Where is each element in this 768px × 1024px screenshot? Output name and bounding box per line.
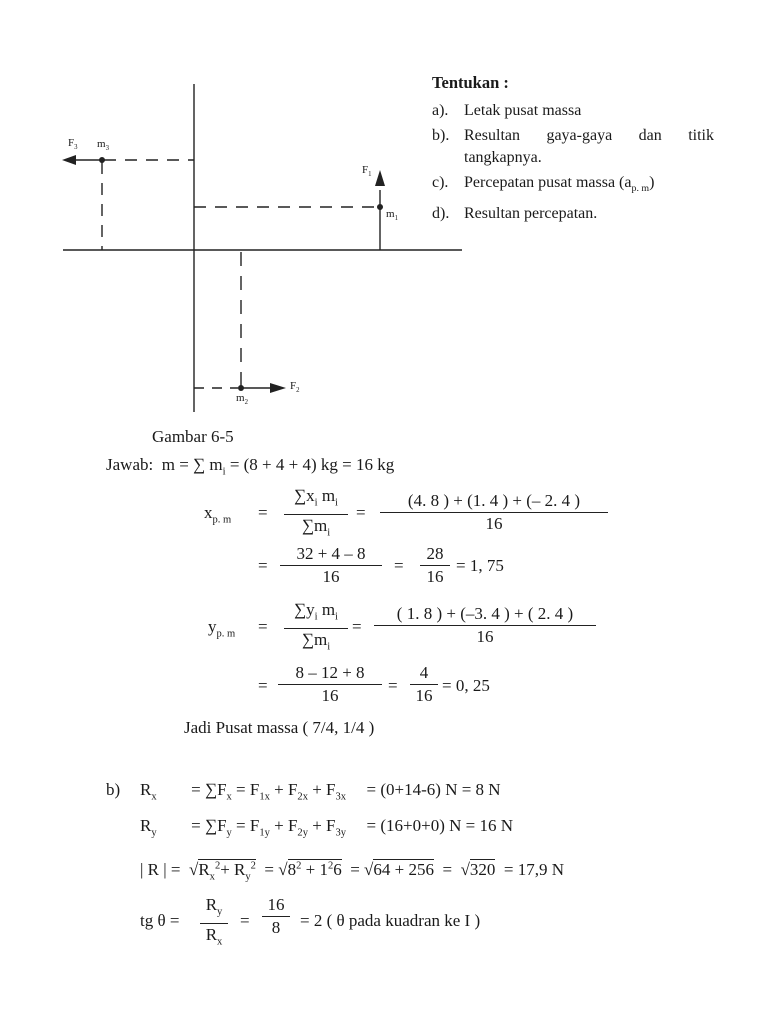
xpm-frac-values: (4. 8 ) + (1. 4 ) + (– 2. 4 ) 16 (380, 490, 608, 535)
task-item-c: c). Percepatan pusat massa $(a_{p. m})$ (432, 174, 655, 195)
center-of-mass-conclusion: Jadi Pusat massa ( 7/4, 1/4 ) (184, 718, 375, 737)
xpm-lhs: $x_{p. m}$ (204, 503, 232, 526)
label-m1: $m_1$ (386, 208, 398, 223)
label-f3: $F_3$ (68, 137, 78, 152)
ypm-eq1: = (258, 617, 268, 636)
xpm-eq2: = (356, 503, 366, 522)
xpm-eq1: = (258, 503, 268, 522)
f3-arrowhead-icon (62, 155, 76, 165)
task-heading: Tentukan : (432, 73, 509, 92)
xpm-eq3: = (258, 556, 268, 575)
ypm-line2-frac1: 8 – 12 + 8 16 (278, 662, 382, 707)
f1-arrowhead-icon (375, 170, 385, 186)
tg-theta-eq: = (240, 911, 250, 930)
mass-m1-dot (377, 204, 383, 210)
ry-equation: $R_y = \sum F_y = F_{1y} + F_{2y} + F_{3y} = (16+0+0) N = 16$ N (140, 816, 514, 839)
label-m3: $m_3$ (97, 138, 109, 153)
task-item-a: a). Letak pusat massa (432, 102, 582, 119)
rx-equation: $R_x = \sum F_x = F_{1x} + F_{2x} + F_{3x} = (0+14-6) N = 8$ N (140, 780, 501, 803)
resultant-magnitude: | R | = $√R_x^2+ R_y^2 = √8^2 + 1^26 = √64 + 256 = √320 = 17,9$ N (140, 860, 565, 883)
xpm-eq4: = (394, 556, 404, 575)
task-item-b: b). Resultan gaya-gaya dan titik tangkapnya. (432, 127, 714, 166)
figure-caption: Gambar 6-5 (152, 427, 234, 446)
tg-theta-frac1: $R_y$ $R_x$ (200, 894, 228, 954)
mass-equation: Jawab: m = ∑ $m_i = (8 + 4 + 4)$ kg = 16 kg (106, 455, 395, 478)
part-b-label: b) (106, 780, 121, 799)
f2-arrowhead-icon (270, 383, 286, 393)
xpm-line2-frac1: 32 + 4 – 8 16 (280, 543, 382, 588)
label-m2: $m_2$ (236, 392, 248, 407)
mass-m2-dot (238, 385, 244, 391)
label-f2: $F_2$ (290, 380, 300, 395)
task-list (432, 72, 714, 228)
ypm-frac-values: ( 1. 8 ) + (–3. 4 ) + ( 2. 4 ) 16 (374, 603, 596, 648)
xpm-frac-sum: $\sum x_i$ $m_i$ $\sum m_i$ (284, 485, 348, 545)
ypm-lhs: $y_{p. m}$ (208, 617, 236, 640)
mass-m3-dot (99, 157, 105, 163)
tg-theta-lhs: tg θ = (140, 911, 180, 930)
ypm-eq4: = (388, 676, 398, 695)
ypm-result: = 0, 25 (442, 676, 490, 695)
ypm-eq3: = (258, 676, 268, 695)
xpm-line2-frac2: 28 16 (420, 543, 450, 588)
tg-theta-result: = 2 ( θ pada kuadran ke I ) (300, 911, 481, 930)
ypm-line2-frac2: 4 16 (410, 662, 438, 707)
ypm-frac-sum: $\sum y_i$ $m_i$ $\sum m_i$ (284, 599, 348, 659)
ypm-eq2: = (352, 617, 362, 636)
tg-theta-frac2: 16 8 (262, 894, 290, 939)
label-f1: $F_1$ (362, 164, 372, 179)
task-item-d: d). Resultan percepatan. (432, 205, 598, 223)
xpm-result: = 1, 75 (456, 556, 504, 575)
